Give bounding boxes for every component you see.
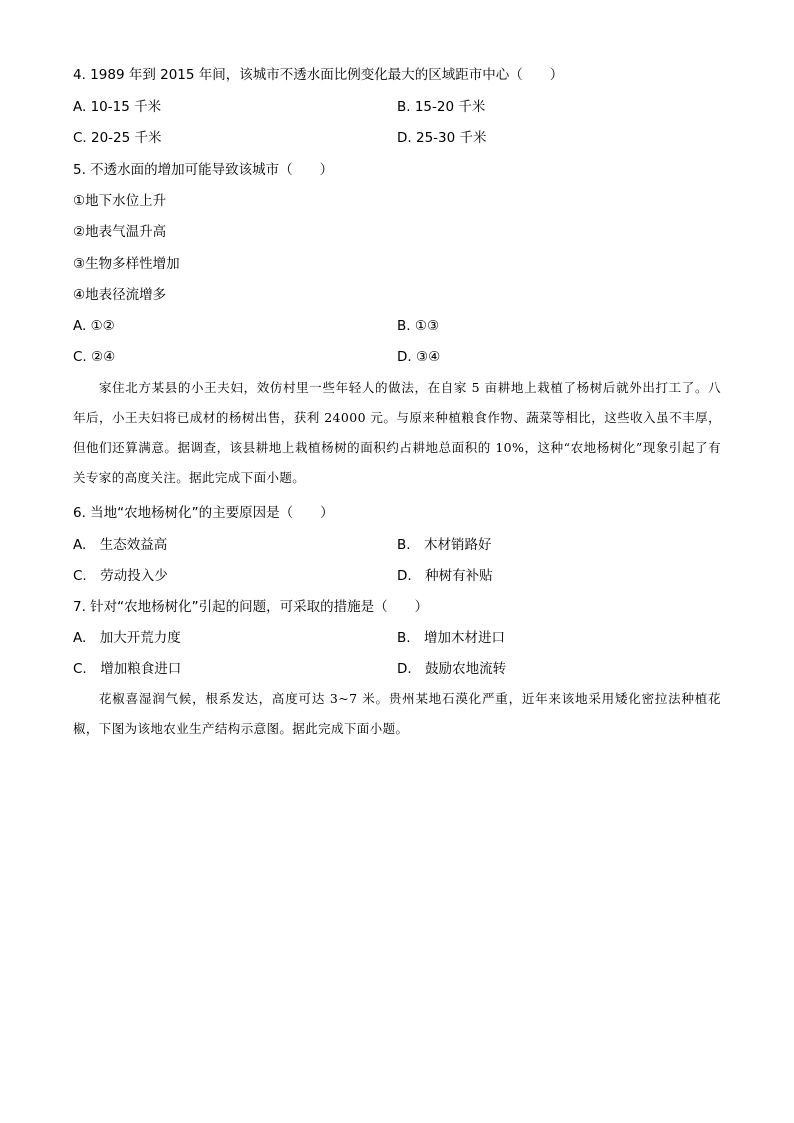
question-5-option-b: B. ①③ <box>397 318 440 334</box>
question-4-option-a: A. 10-15 千米 <box>73 99 162 115</box>
question-7-option-d: D. 鼓励农地流转 <box>397 661 507 677</box>
question-6-stem: 6. 当地“农地杨树化”的主要原因是（ ） <box>73 505 334 521</box>
question-5-statement-1: ①地下水位上升 <box>73 193 167 209</box>
question-4-option-c: C. 20-25 千米 <box>73 130 162 146</box>
passage-poplar-farmland: 家住北方某县的小王夫妇，效仿村里一些年轻人的做法，在自家 5 亩耕地上栽植了杨树后就外出打工了。八年后，小王夫妇将已成材的杨树出售，获利 24000 元。与原来种植粮食作物、蔬菜等相比，这些收入虽不丰厚，但他们还算满意。据调查，该县耕地上栽植杨树的面积约占耕地总面积的 10%，这种“农地杨树化”现象引起了有关专家的高度关注。据此完成下面小题。 <box>73 380 721 485</box>
question-6-option-d: D. 种树有补贴 <box>397 568 493 584</box>
question-4-stem: 4. 1989 年到 2015 年间，该城市不透水面比例变化最大的区域距市中心（ ） <box>73 67 564 83</box>
question-4-option-d: D. 25-30 千米 <box>397 130 487 146</box>
question-7-option-c: C. 增加粮食进口 <box>73 661 182 677</box>
question-7-option-a: A. 加大开荒力度 <box>73 630 181 646</box>
question-7-option-b: B. 增加木材进口 <box>397 630 506 646</box>
question-6-option-b: B. 木材销路好 <box>397 537 492 553</box>
question-5-statement-3: ③生物多样性增加 <box>73 256 180 272</box>
question-5-statement-2: ②地表气温升高 <box>73 224 167 240</box>
question-5-option-a: A. ①② <box>73 318 115 334</box>
question-4-option-b: B. 15-20 千米 <box>397 99 486 115</box>
question-6-option-c: C. 劳动投入少 <box>73 568 168 584</box>
question-5-option-d: D. ③④ <box>397 349 441 365</box>
question-7-stem: 7. 针对“农地杨树化”引起的问题，可采取的措施是（ ） <box>73 599 429 615</box>
passage-sichuan-pepper: 花椒喜湿润气候，根系发达，高度可达 3~7 米。贵州某地石漠化严重，近年来该地采用矮化密拉法种植花椒，下图为该地农业生产结构示意图。据此完成下面小题。 <box>73 691 721 736</box>
question-5-stem: 5. 不透水面的增加可能导致该城市（ ） <box>73 162 334 178</box>
question-5-option-c: C. ②④ <box>73 349 116 365</box>
question-6-option-a: A. 生态效益高 <box>73 537 168 553</box>
question-5-statement-4: ④地表径流增多 <box>73 287 167 303</box>
